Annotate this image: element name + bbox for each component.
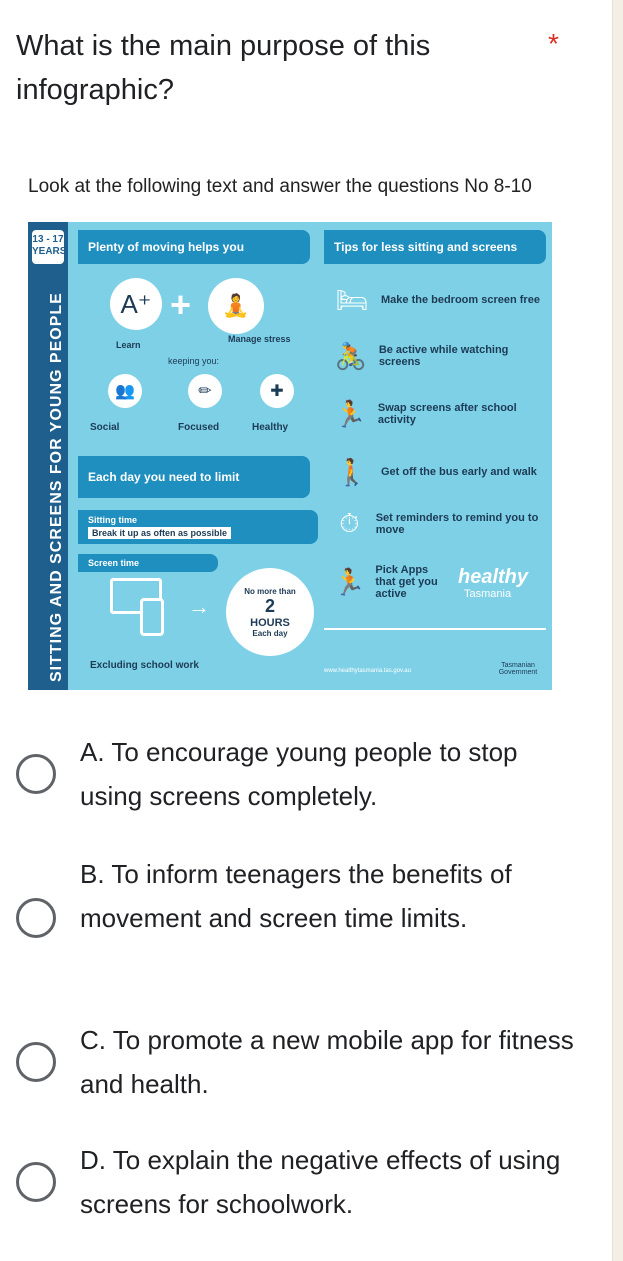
screen-time-label: Screen time [78,554,218,572]
tip-text: Get off the bus early and walk [381,466,537,478]
timer-icon: ⏱ [339,508,360,538]
radio-c[interactable] [16,1042,56,1082]
question-title: What is the main purpose of this infographic? [16,30,431,106]
social-label: Social [90,422,120,433]
social-icon: 👥 [108,374,142,408]
no-more-than-label: No more than [244,586,296,596]
tip-row [333,560,443,604]
option-c-label[interactable]: C. To promote a new mobile app for fitness and health. [80,1025,574,1099]
plus-icon: + [170,284,192,325]
tip-text: Pick Apps that get you active [375,564,438,600]
arrow-right-icon: → [188,594,210,619]
years-badge: 13 - 17 YEARS [32,230,64,264]
bed-icon: 🛏 [335,284,369,315]
required-mark: * [548,28,559,59]
infographic [28,222,552,690]
limit-banner: Each day you need to limit [78,456,310,498]
tip-row [333,502,543,546]
moving-banner: Plenty of moving helps you [78,230,310,264]
option-a-label[interactable]: A. To encourage young people to stop using screens completely. [80,737,518,811]
right-rail [612,0,623,1261]
side-title: SITTING AND SCREENS FOR YOUNG PEOPLE [48,292,65,682]
healthy-brand: healthy [458,566,529,588]
tip-row [333,450,543,494]
tip-text: Swap screens after school activity [377,402,517,426]
health-icon: ✚ [260,374,294,408]
tip-text: Set reminders to remind you to move [375,512,539,536]
instruction-text: Look at the following text and answer the questions No 8-10 [28,176,532,197]
focused-label: Focused [178,422,220,433]
keeping-you-label: keeping you: [168,356,220,366]
walking-icon: 🚶 [335,456,369,487]
each-day-label: Each day [252,628,288,638]
tips-banner: Tips for less sitting and screens [324,230,546,264]
government-logo: Tasmanian Government [498,662,538,676]
option-d-label[interactable]: D. To explain the negative effects of using screens for schoolwork. [80,1145,561,1219]
tablet-icon [140,598,164,636]
radio-b[interactable] [16,898,56,938]
excluding-label: Excluding school work [90,660,199,671]
a-plus-icon: A⁺ [110,278,162,330]
break-it-up-label: Break it up as often as possible [88,527,231,539]
running-icon: 🏃 [334,398,367,429]
tip-row [333,392,543,436]
pencil-icon: ✏ [188,374,222,408]
website-url: www.healthytasmania.tas.gov.au [324,668,411,674]
tip-row [333,334,543,378]
divider [324,628,546,630]
option-b-label[interactable]: B. To inform teenagers the benefits of movement and screen time limits. [80,859,512,933]
learn-label: Learn [116,340,141,350]
meditation-icon: 🧘 [208,278,264,334]
tip-row [333,278,543,322]
hours-number: 2 [264,595,275,616]
sitting-time-box [78,510,318,544]
hours-label: HOURS [250,616,290,629]
manage-stress-label: Manage stress [228,334,291,344]
sitting-time-label: Sitting time [88,515,137,525]
tip-text: Be active while watching screens [378,344,509,368]
clock-icon [226,568,314,656]
healthy-label: Healthy [252,422,289,433]
exercise-icon: 🚴 [334,340,368,371]
tip-text: Make the bedroom screen free [381,294,540,306]
radio-d[interactable] [16,1162,56,1202]
tasmania-brand: Tasmania [464,588,512,600]
apps-icon: 🏃 [333,566,366,597]
radio-a[interactable] [16,754,56,794]
